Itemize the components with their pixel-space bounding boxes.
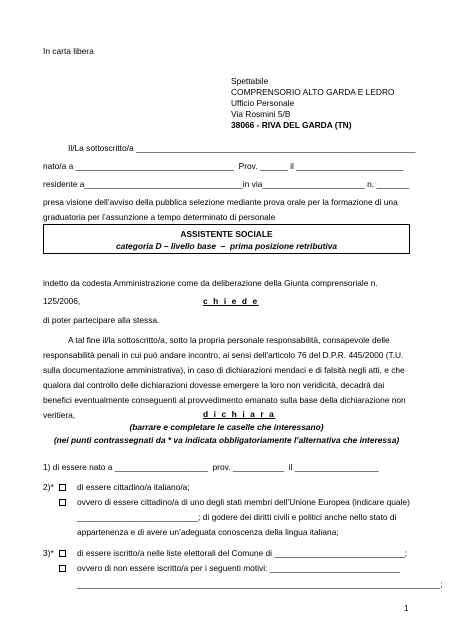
- dichiarazione-line-4: qualora dal controllo delle dichiarazioni dovesse emergere la loro non veridicità, decadrà dai: [43, 380, 385, 390]
- presa-visione-line: presa visione dell’avviso della pubblica selezione mediante prova orale per la formazione di una: [43, 197, 398, 207]
- item-2b-line-2: __________________________; di godere dei diritti civili e politici anche nello stato di: [77, 512, 397, 522]
- dichiarazione-line-1: A tal fine il/la sottoscritto/a, sotto la propria personale responsabilità, consapevole delle: [68, 335, 390, 345]
- partecipare-line: di poter partecipare alla stessa.: [43, 315, 160, 325]
- item-2b-checkbox[interactable]: [59, 499, 66, 506]
- position-box: [43, 224, 410, 254]
- chiede-heading: c h i e d e: [203, 296, 259, 306]
- item-3a-checkbox[interactable]: [59, 550, 66, 557]
- dichiarazione-line-2: responsabilità penali in cui può andare incontro, ai sensi dell'articolo 76 del D.P.R. 445/2000 (T.U.: [43, 350, 404, 360]
- item-3b-line-2: ______________________________________________________________________________;: [77, 579, 443, 589]
- recipient-line-1: Spettabile: [231, 76, 269, 86]
- item-2a-text: di essere cittadino/a italiano/a;: [77, 482, 190, 492]
- item-3b-line-1: ovvero di non essere iscritto/a per i seguenti motivi: ____________________________: [77, 563, 401, 573]
- item-3b-checkbox[interactable]: [59, 565, 66, 572]
- position-title: ASSISTENTE SOCIALE: [180, 229, 273, 239]
- recipient-line-5: 38066 - RIVA DEL GARDA (TN): [231, 120, 352, 130]
- delibera-number: 125/2006,: [43, 296, 81, 306]
- residente-line: residente a__________________________________in via______________________ n. _______: [43, 179, 410, 189]
- note-caselle: (barrare e completare le caselle che interessano): [129, 422, 324, 432]
- item-2-number: 2)*: [43, 482, 54, 492]
- indetto-line: indetto da codesta Amministrazione come da deliberazione della Giunta comprensoriale n.: [43, 278, 378, 288]
- carta-libera-label: In carta libera: [43, 46, 94, 56]
- item-3-number: 3)*: [43, 548, 54, 558]
- page-number: 1: [404, 603, 409, 613]
- position-subtitle: categoria D – livello base – prima posizione retributiva: [115, 241, 338, 251]
- item-2a-checkbox[interactable]: [59, 484, 66, 491]
- dichiarazione-line-6: veritiera,: [43, 410, 76, 420]
- note-alternativa: (nei punti contrassegnati da * va indicata obbligatoriamente l’alternativa che interessa): [53, 435, 400, 445]
- item-2b-line-3: appartenenza e di avere un’adeguata conoscenza della lingua italiana;: [77, 527, 339, 537]
- dichiarazione-line-5: benefici eventualmente conseguenti al provvedimento emanato sulla base della dichiarazione non: [43, 395, 406, 405]
- item-1-line: 1) di essere nato a ____________________ prov. ___________ il __________________: [43, 462, 379, 472]
- graduatoria-line: graduatoria per l’assunzione a tempo determinato di personale: [43, 212, 276, 222]
- item-2b-line-1: ovvero di essere cittadino/a di uno degli stati membri dell’Unione Europea (indicare quale): [77, 497, 410, 507]
- dichiara-heading: d i c h i a r a: [203, 409, 276, 419]
- recipient-line-2: COMPRENSORIO ALTO GARDA E LEDRO: [231, 87, 395, 97]
- sottoscritto-line: Il/La sottoscritto/a ____________________________________________________________: [68, 143, 416, 153]
- dichiarazione-line-3: sulla documentazione amministrativa), in caso di dichiarazioni mendaci e di falsità negli atti, e che: [43, 365, 405, 375]
- recipient-line-3: Ufficio Personale: [231, 98, 295, 108]
- item-3a-text: di essere iscritto/a nelle liste elettorali del Comune di ____________________________;: [77, 548, 408, 558]
- recipient-line-4: Via Rosmini 5/B: [231, 109, 291, 119]
- nato-line: nato/a a __________________________________ Prov. ______ il _______________________: [43, 161, 404, 171]
